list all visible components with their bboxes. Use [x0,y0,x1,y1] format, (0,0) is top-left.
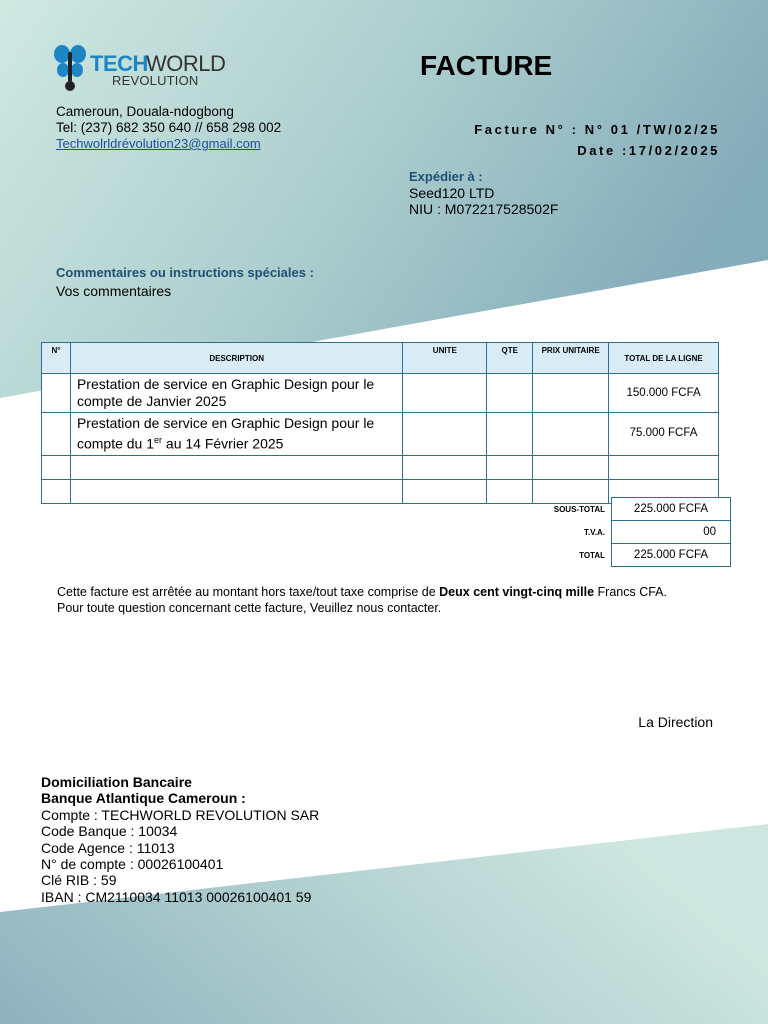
cell-empty [487,455,533,479]
cell-description [70,413,402,456]
ship-to-label: Expédier à : [409,169,483,184]
note-text-end: Francs CFA. [594,585,667,599]
bank-account-number: N° de compte : 00026100401 [41,856,224,873]
cell-empty [403,479,487,503]
comments-block [56,264,314,300]
ship-to-niu: NIU : M072217528502F [409,201,559,217]
cell-empty [42,455,71,479]
bank-agency-code: Code Agence : 11013 [41,839,175,856]
bank-title: Domiciliation Bancaire [41,774,192,790]
superscript-er: er [154,435,163,445]
note-text: Cette facture est arrêtée au montant hors taxe/tout taxe comprise de [57,585,440,599]
note-line-2: Pour toute question concernant cette facture, Veuillez nous contacter. [57,601,442,615]
bank-name: Banque Atlantique Cameroun : [41,790,246,807]
table-header-row [42,343,719,374]
comments-text: Vos commentaires [56,283,172,299]
bank-iban: IBAN : CM2110034 11013 00026100401 59 [41,888,312,905]
company-email-link[interactable]: Techwolrldrévolution23@gmail.com [56,136,261,151]
bank-rib: Clé RIB : 59 [41,872,117,889]
bank-code: Code Banque : 10034 [41,823,178,840]
cell-no [42,374,71,413]
table-row-empty [42,455,719,479]
bank-account: Compte : TECHWORLD REVOLUTION SAR [41,806,320,823]
company-phone: Tel: (237) 682 350 640 // 658 298 002 [56,120,282,135]
logo-text-revolution: REVOLUTION [112,73,199,88]
invoice-note [57,584,667,616]
tva-value: 00 [612,521,731,544]
cell-qty [487,374,533,413]
cell-unit [403,413,487,456]
cell-empty [533,455,609,479]
cell-empty [403,455,487,479]
col-header-description: DESCRIPTION [70,343,402,374]
tva-label: T.V.A. [583,527,605,537]
col-header-qty: QTE [487,343,533,374]
amount-in-words: Deux cent vingt-cinq mille [439,585,595,599]
cell-empty [70,455,402,479]
cell-empty [70,479,402,503]
ship-to-block [409,169,558,217]
logo-text-tech: TECH [90,51,148,76]
cell-unit [403,374,487,413]
table-row [42,413,719,456]
col-header-unit-price: PRIX UNITAIRE [533,343,609,374]
invoice-date: Date :17/02/2025 [577,143,720,158]
total-value: 225.000 FCFA [612,544,731,567]
company-address: Cameroun, Douala-ndogbong [56,104,234,119]
invoice-meta [474,119,720,161]
cell-no [42,413,71,456]
butterfly-icon [52,44,88,94]
subtotal-label: SOUS-TOTAL [553,504,605,514]
table-row [42,374,719,413]
total-label: TOTAL [579,550,605,560]
col-header-no: N° [42,343,71,374]
invoice-number: Facture N° : N° 01 /TW/02/25 [474,122,720,137]
invoice-title: FACTURE [420,50,553,81]
cell-line-total: 75.000 FCFA [609,413,719,456]
subtotal-row [541,498,731,521]
description-text: Prestation de service en Graphic Design pour le compte du 1 [76,415,375,452]
line-items-table [41,342,719,504]
note-line-1 [57,584,667,600]
cell-empty [42,479,71,503]
cell-qty [487,413,533,456]
col-header-line-total: TOTAL DE LA LIGNE [609,343,719,374]
total-row [541,544,731,567]
bank-details [41,774,319,905]
col-header-unit: UNITE [403,343,487,374]
signature: La Direction [638,714,713,730]
cell-empty [609,455,719,479]
cell-unit-price [533,413,609,456]
cell-line-total: 150.000 FCFA [609,374,719,413]
company-address-block [56,104,281,152]
logo-text-world: WORLD [146,51,226,76]
totals-table [541,497,731,567]
description-text-end: au 14 Février 2025 [162,435,284,452]
comments-label: Commentaires ou instructions spéciales : [56,265,314,280]
cell-empty [487,479,533,503]
subtotal-value: 225.000 FCFA [612,498,731,521]
cell-unit-price [533,374,609,413]
company-logo [52,44,226,94]
tva-row [541,521,731,544]
cell-description: Prestation de service en Graphic Design pour le compte de Janvier 2025 [70,374,402,413]
ship-to-name: Seed120 LTD [409,185,495,201]
